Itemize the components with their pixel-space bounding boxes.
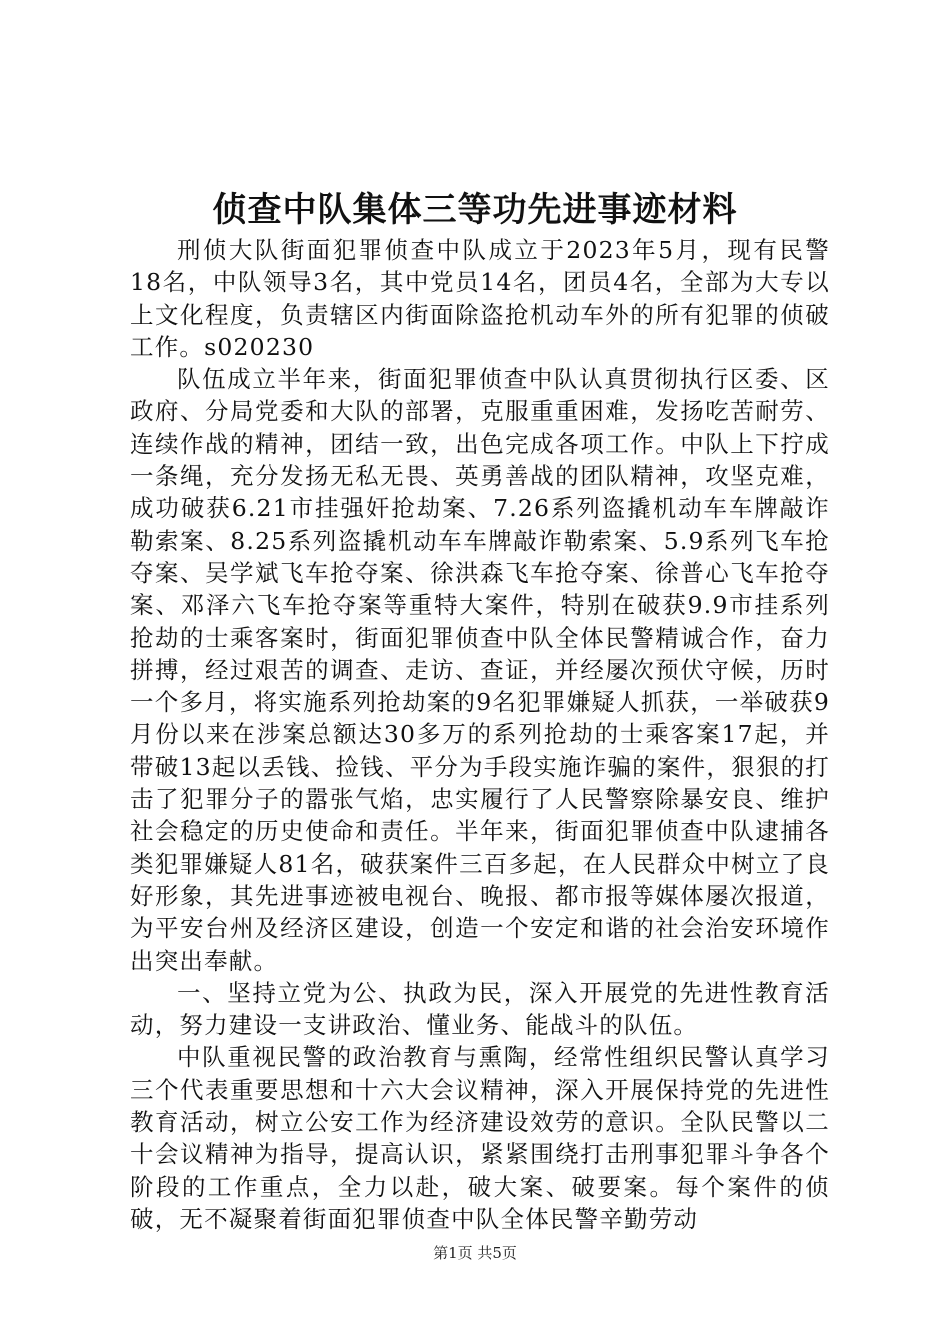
paragraph-achievements: 队伍成立半年来，街面犯罪侦查中队认真贯彻执行区委、区政府、分局党委和大队的部署，克服重重困难，发扬吃苦耐劳、连续作战的精神，团结一致，出色完成各项工作。中队上下拧成一条绳，充分发扬无私无畏、英勇善战的团队精神，攻坚克难，成功破获6.21市挂强奸抢劫案、7.26系列盗撬机动车车牌敲诈勒索案、8.25系列盗撬机动车车牌敲诈勒索案、5.9系列飞车抢夺案、吴学斌飞车抢夺案、徐洪森飞车抢夺案、徐普心飞车抢夺案、邓泽六飞车抢夺案等重特大案件，特别在破获9.9市挂系列抢劫的士乘客案时，街面犯罪侦查中队全体民警精诚合作，奋力拼搏，经过艰苦的调查、走访、查证，并经屡次预伏守候，历时一个多月，将实施系列抢劫案的9名犯罪嫌疑人抓获，一举破获9月份以来在涉案总额达30多万的系列抢劫的士乘客案17起，并带破13起以丢钱、捡钱、平分为手段实施诈骗的案件，狠狠的打击了犯罪分子的嚣张气焰，忠实履行了人民警察除暴安良、维护社会稳定的历史使命和责任。半年来，街面犯罪侦查中队逮捕各类犯罪嫌疑人81名，破获案件三百多起，在人民群众中树立了良好形象，其先进事迹被电视台、晚报、都市报等媒体屡次报道，为平安台州及经济区建设，创造一个安定和谐的社会治安环境作出突出奉献。 xyxy=(130,365,830,975)
paragraph-section-heading-1: 一、坚持立党为公、执政为民，深入开展党的先进性教育活动，努力建设一支讲政治、懂业务、能战斗的队伍。 xyxy=(130,978,830,1040)
document-body xyxy=(130,234,830,1235)
page-footer: 第1页 共5页 xyxy=(433,1244,517,1262)
paragraph-intro: 刑侦大队街面犯罪侦查中队成立于2023年5月，现有民警18名，中队领导3名，其中党员14名，团员4名，全部为大专以上文化程度，负责辖区内街面除盗抢机动车外的所有犯罪的侦破工作。s020230 xyxy=(130,236,830,361)
document-title: 侦查中队集体三等功先进事迹材料 xyxy=(212,190,738,230)
paragraph-political-education: 中队重视民警的政治教育与熏陶，经常性组织民警认真学习三个代表重要思想和十六大会议精神，深入开展保持党的先进性教育活动，树立公安工作为经济建设效劳的意识。全队民警以二十会议精神为指导，提高认识，紧紧围绕打击刑事犯罪斗争各个阶段的工作重点，全力以赴，破大案、破要案。每个案件的侦破，无不凝聚着街面犯罪侦查中队全体民警辛勤劳动 xyxy=(130,1043,830,1233)
